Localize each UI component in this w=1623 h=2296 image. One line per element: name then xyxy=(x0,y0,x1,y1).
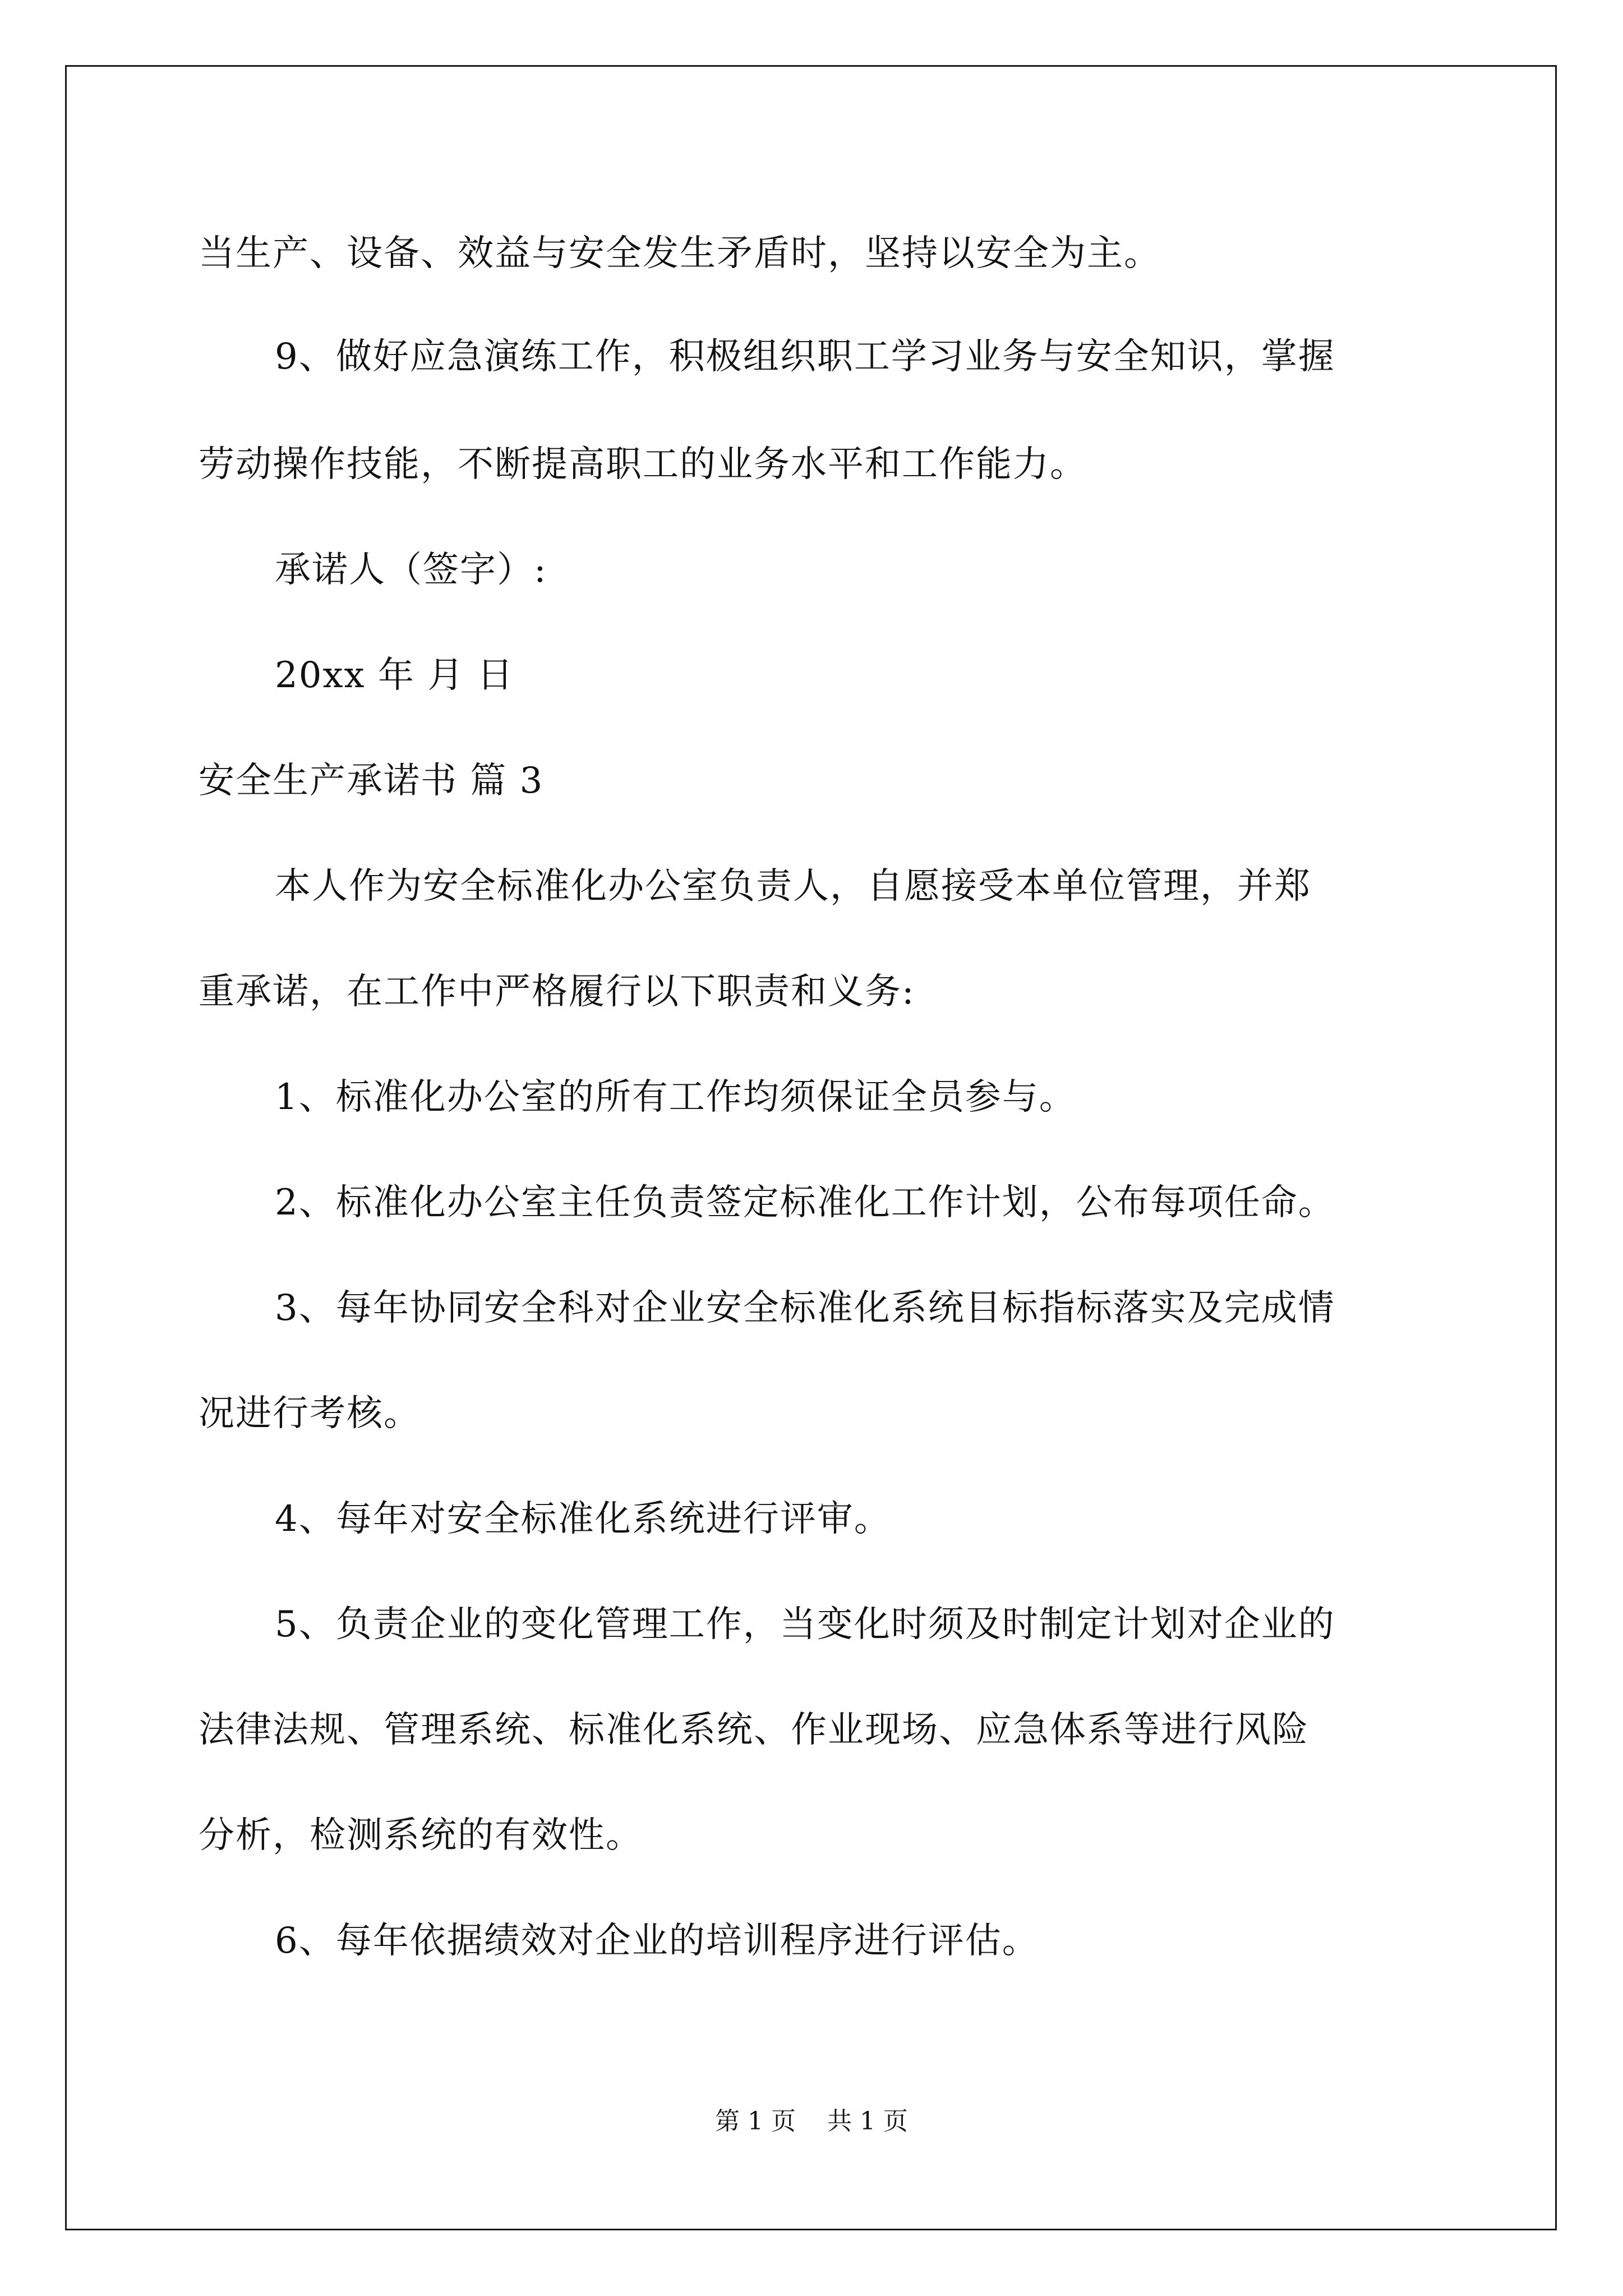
text-line: 法律法规、管理系统、标准化系统、作业现场、应急体系等进行风险 xyxy=(199,1709,1309,1751)
text-line: 2、标准化办公室主任负责签定标准化工作计划，公布每项任命。 xyxy=(275,1182,1335,1223)
page-footer: 第 1 页 共 1 页 xyxy=(715,2107,908,2136)
text-line: 当生产、设备、效益与安全发生矛盾时，坚持以安全为主。 xyxy=(199,233,1161,274)
text-line: 3、每年协同安全科对企业安全标准化系统目标指标落实及完成情 xyxy=(275,1287,1335,1329)
text-line: 5、负责企业的变化管理工作，当变化时须及时制定计划对企业的 xyxy=(275,1604,1335,1645)
text-line: 重承诺，在工作中严格履行以下职责和义务: xyxy=(199,971,915,1013)
signature-label: 承诺人（签字）: xyxy=(275,549,547,591)
text-line: 本人作为安全标准化办公室负责人，自愿接受本单位管理，并郑 xyxy=(275,866,1311,907)
page-border xyxy=(65,65,1557,2230)
text-line: 况进行考核。 xyxy=(199,1393,421,1434)
text-line: 9、做好应急演练工作，积极组织职工学习业务与安全知识，掌握 xyxy=(275,336,1335,378)
text-line: 分析，检测系统的有效性。 xyxy=(199,1815,643,1856)
date-line: 20xx 年 月 日 xyxy=(275,655,514,696)
text-line: 4、每年对安全标准化系统进行评审。 xyxy=(275,1498,891,1540)
text-line: 6、每年依据绩效对企业的培训程序进行评估。 xyxy=(275,1920,1039,1962)
text-line: 1、标准化办公室的所有工作均须保证全员参与。 xyxy=(275,1076,1076,1118)
text-line: 劳动操作技能，不断提高职工的业务水平和工作能力。 xyxy=(199,444,1087,485)
section-heading: 安全生产承诺书 篇 3 xyxy=(199,760,544,802)
